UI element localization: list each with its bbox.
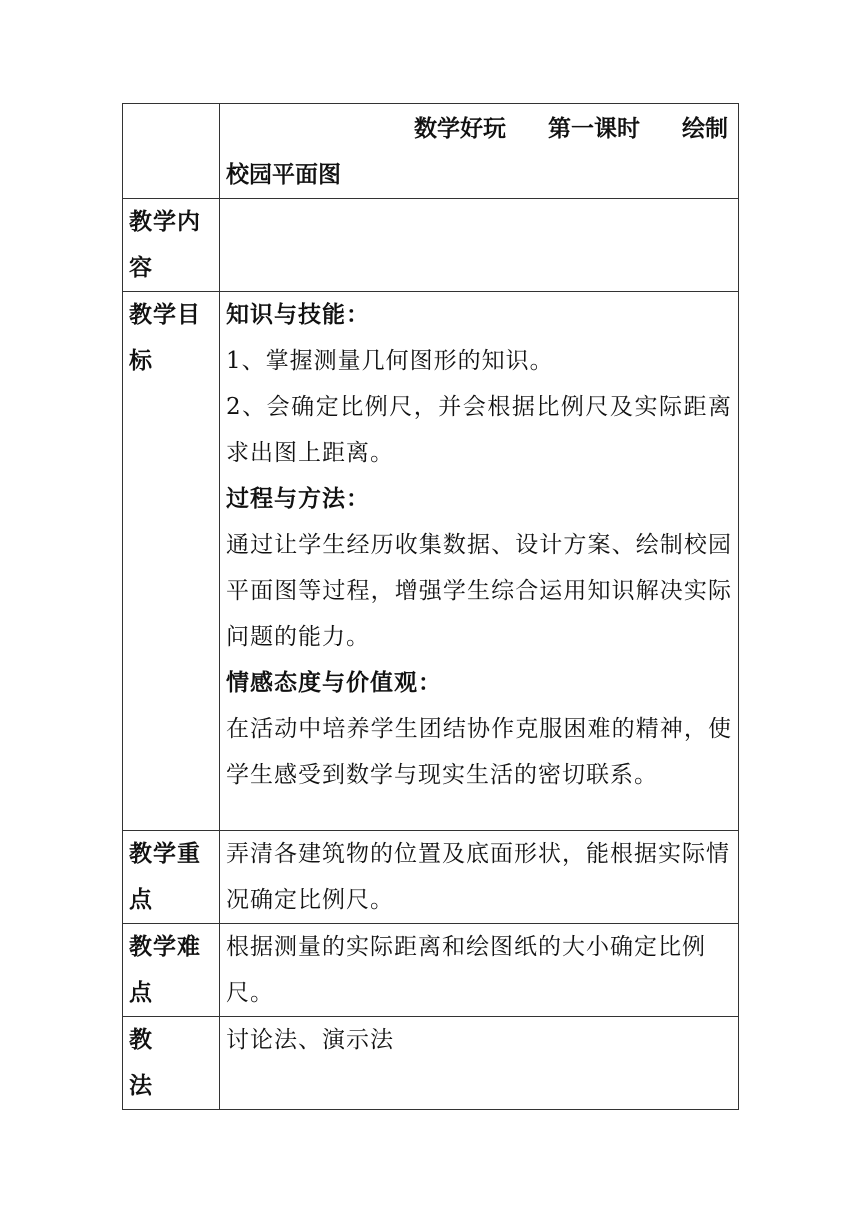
method-label-line1: 教 [129,1026,153,1053]
process-heading: 过程与方法： [226,485,370,512]
content-row [123,199,739,292]
method-label-line2: 法 [129,1072,153,1099]
objectives-cell [220,292,739,831]
keypoint-row [123,831,739,924]
keypoint-label: 教学重点 [123,831,220,924]
title-label-cell [123,104,220,199]
difficulty-row [123,924,739,1017]
emotion-heading: 情感态度与价值观： [226,669,442,696]
title-row [123,104,739,199]
method-value: 讨论法、演示法 [220,1017,739,1110]
lesson-plan-table [122,103,739,1110]
difficulty-value: 根据测量的实际距离和绘图纸的大小确定比例尺。 [220,924,739,1017]
title-part2: 第一课时 [548,115,640,142]
objectives-label: 教学目标 [123,292,220,831]
objectives-row [123,292,739,831]
knowledge-heading: 知识与技能： [226,301,370,328]
title-cell [220,104,739,199]
process-text: 通过让学生经历收集数据、设计方案、绘制校园平面图等过程，增强学生综合运用知识解决实际问题的能力。 [226,532,732,650]
difficulty-label: 教学难点 [123,924,220,1017]
knowledge-item-2: 2、会确定比例尺，并会根据比例尺及实际距离求出图上距离。 [226,394,732,466]
title-part4: 校园平面图 [226,161,341,188]
content-label: 教学内容 [123,199,220,292]
title-part1: 数学好玩 [414,115,506,142]
method-row [123,1017,739,1110]
emotion-text: 在活动中培养学生团结协作克服困难的精神，使学生感受到数学与现实生活的密切联系。 [226,716,732,788]
title-part3: 绘制 [682,115,728,142]
title-line [226,106,732,152]
keypoint-value: 弄清各建筑物的位置及底面形状，能根据实际情况确定比例尺。 [220,831,739,924]
method-label [123,1017,220,1110]
content-value [220,199,739,292]
knowledge-item-1: 1、掌握测量几何图形的知识。 [226,348,554,374]
